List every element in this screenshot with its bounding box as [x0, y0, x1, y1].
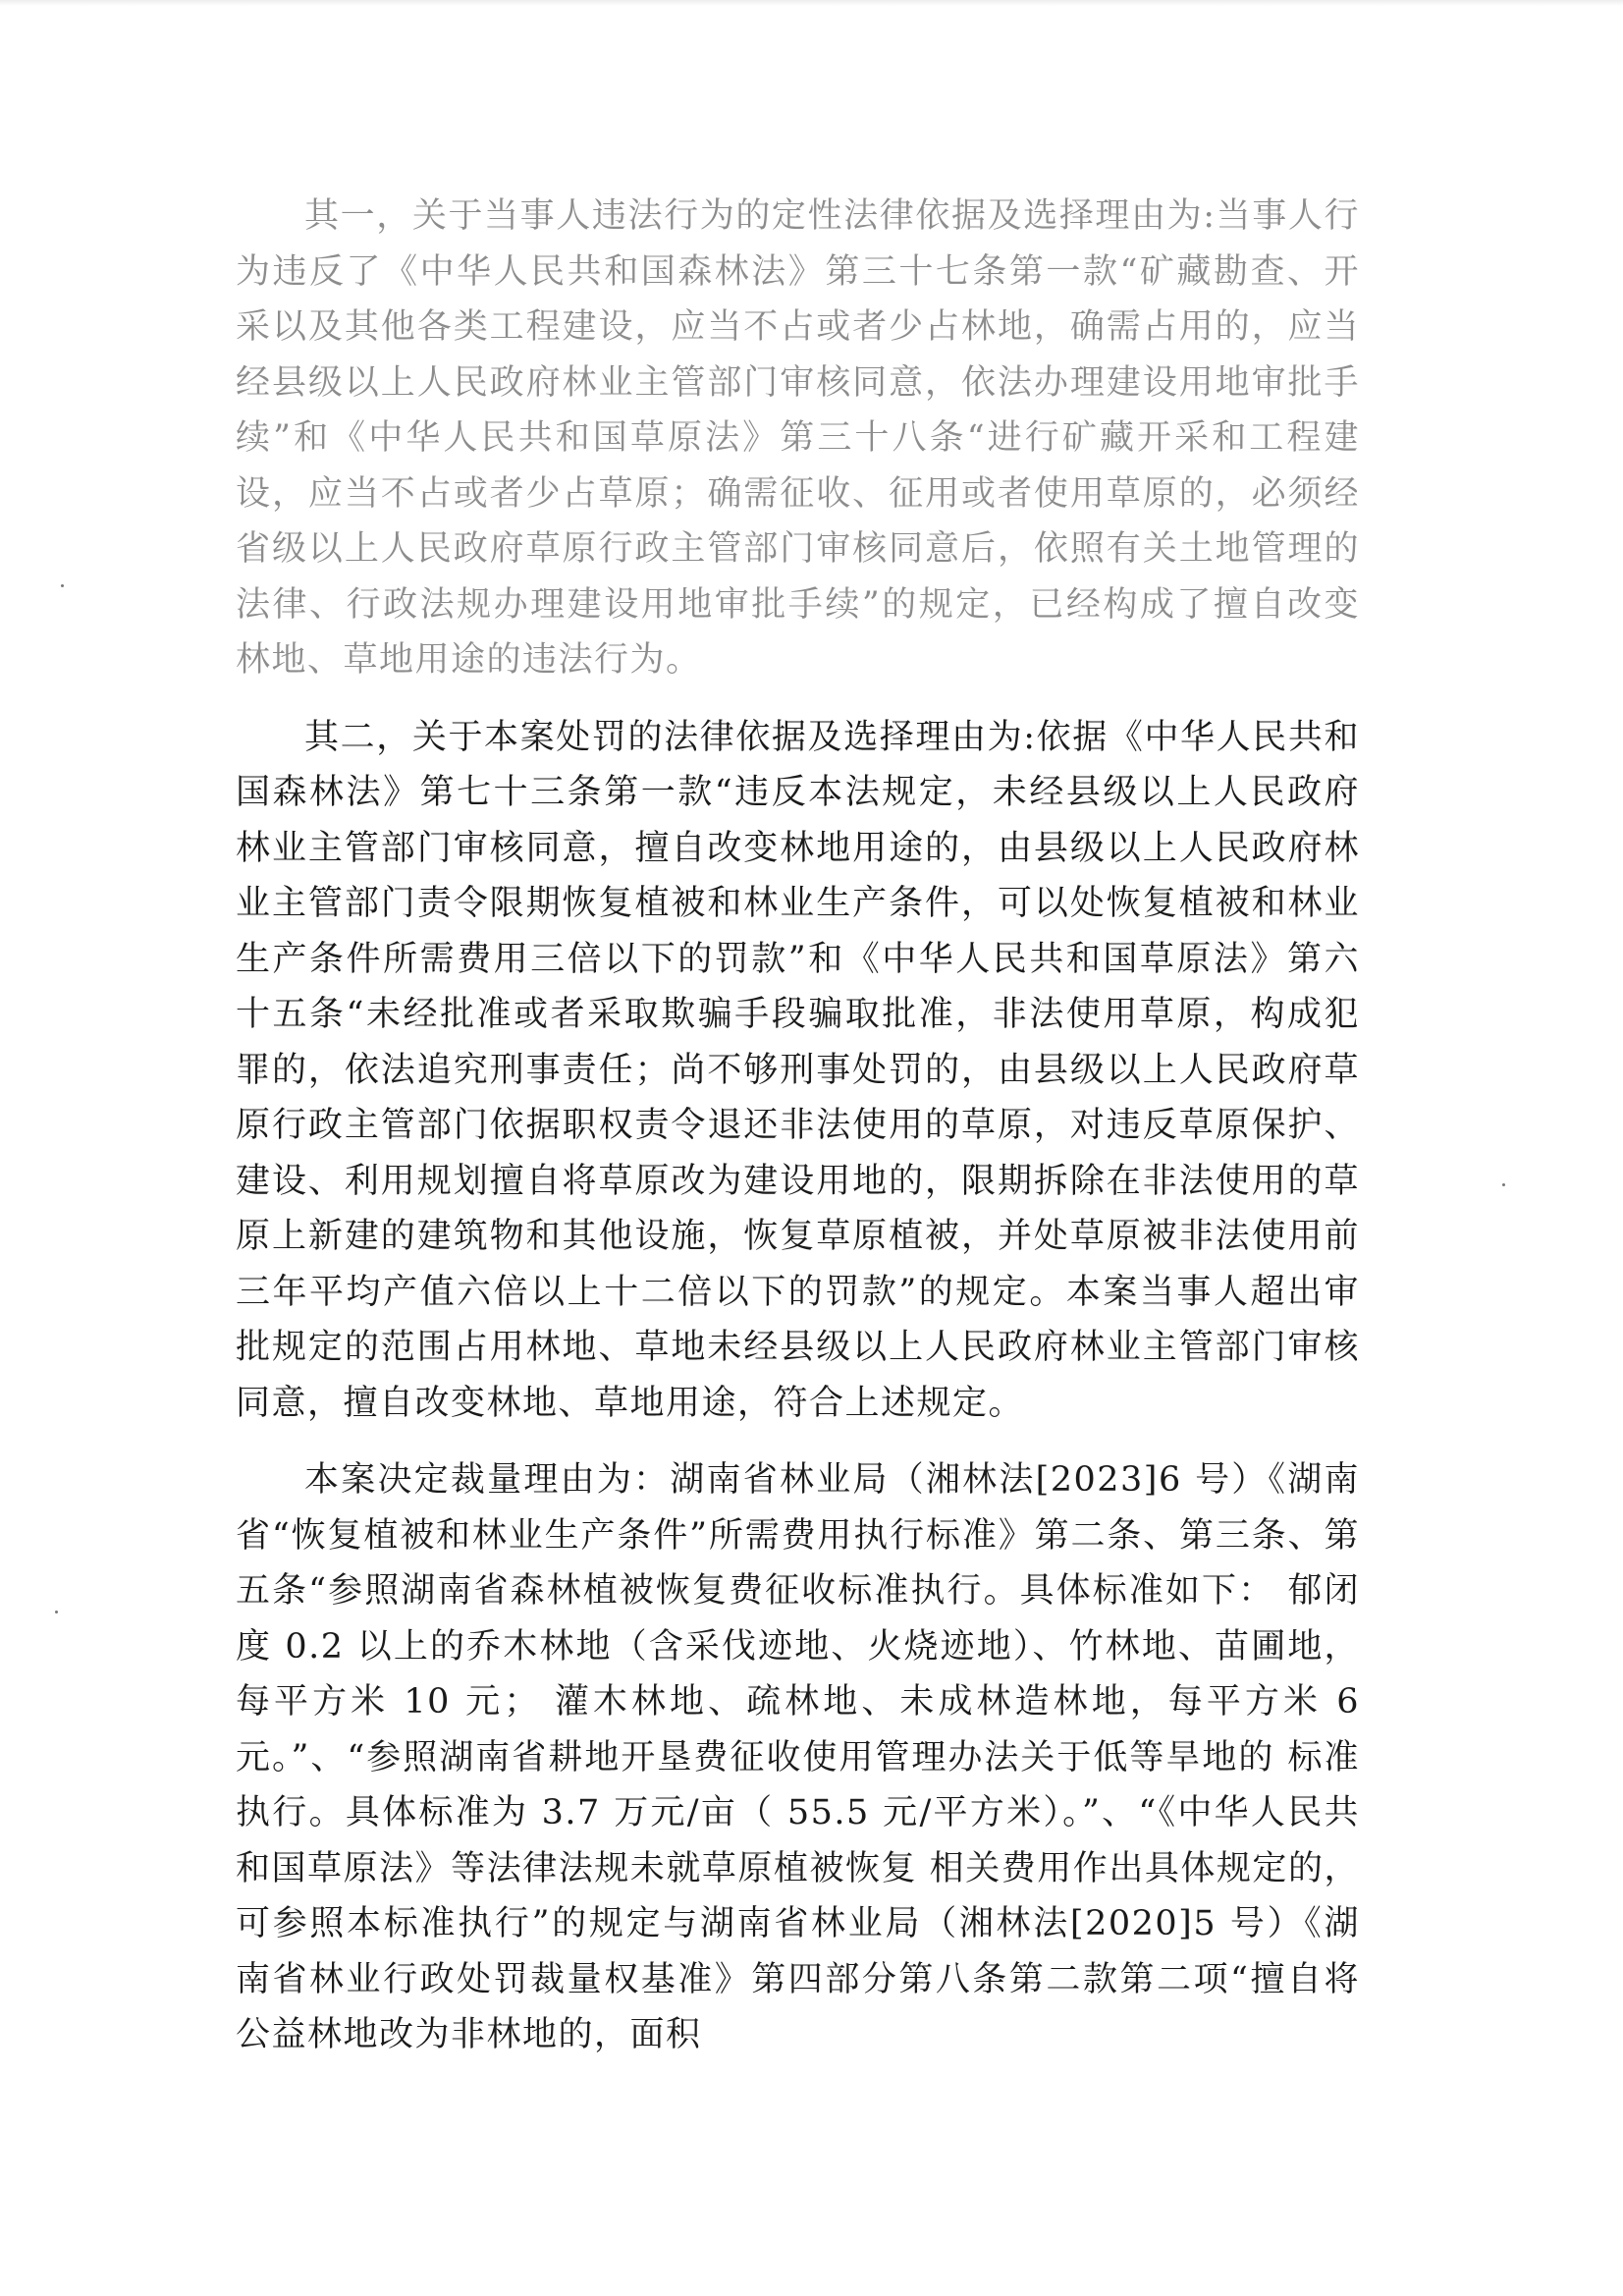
scan-top-edge [0, 0, 1623, 6]
scan-speck [61, 584, 64, 587]
scan-speck [1502, 1183, 1505, 1186]
paragraph-legal-basis-penalty: 其二，关于本案处罚的法律依据及选择理由为:依据《中华人民共和国森林法》第七十三条第一款“违反本法规定，未经县级以上人民政府林业主管部门审核同意，擅自改变林地用途的，由县级以上人民政府林业主管部门责令限期恢复植被和林业生产条件，可以处恢复植被和林业生产条件所需费用三倍以下的罚款”和《中华人民共和国草原法》第六十五条“未经批准或者采取欺骗手段骗取批准，非法使用草原，构成犯罪的，依法追究刑事责任；尚不够刑事处罚的，由县级以上人民政府草原行政主管部门依据职权责令退还非法使用的草原，对违反草原保护、建设、利用规划擅自将草原改为建设用地的，限期拆除在非法使用的草原上新建的建筑物和其他设施，恢复草原植被，并处草原被非法使用前三年平均产值六倍以上十二倍以下的罚款”的规定。本案当事人超出审批规定的范围占用林地、草地未经县级以上人民政府林业主管部门审核同意，擅自改变林地、草地用途，符合上述规定。 [236, 717, 1360, 1423]
document-body [236, 189, 1360, 2063]
paragraph-discretion-reasons: 本案决定裁量理由为：湖南省林业局（湘林法[2023]6 号）《湖南省“恢复植被和林业生产条件”所需费用执行标准》第二条、第三条、第五条“参照湖南省森林植被恢复费征收标准执行。具体标准如下： 郁闭度 0.2 以上的乔木林地（含采伐迹地、火烧迹地）、竹林地、苗圃地，每平方米 10 元； 灌木林地、疏林地、未成林造林地，每平方米 6 元。”、“参照湖南省耕地开垦费征收使用管理办法关于低等旱地的 标准执行。具体标准为 3.7 万元/亩（ 55.5 元/平方米）。”、“《中华人民共和国草原法》等法律法规未就草原植被恢复 相关费用作出具体规定的， 可参照本标准执行”的规定与湖南省林业局（湘林法[2020]5 号）《湖南省林业行政处罚裁量权基准》第四部分第八条第二款第二项“擅自将公益林地改为非林地的，面积 [236, 1460, 1360, 2054]
paragraph-legal-basis-qualification: 其一，关于当事人违法行为的定性法律依据及选择理由为:当事人行为违反了《中华人民共和国森林法》第三十七条第一款“矿藏勘查、开采以及其他各类工程建设，应当不占或者少占林地，确需占用的，应当经县级以上人民政府林业主管部门审核同意，依法办理建设用地审批手续”和《中华人民共和国草原法》第三十八条“进行矿藏开采和工程建设，应当不占或者少占草原；确需征收、征用或者使用草原的，必须经省级以上人民政府草原行政主管部门审核同意后，依照有关土地管理的法律、行政法规办理建设用地审批手续”的规定，已经构成了擅自改变林地、草地用途的违法行为。 [236, 196, 1360, 680]
scan-speck [55, 1611, 58, 1613]
